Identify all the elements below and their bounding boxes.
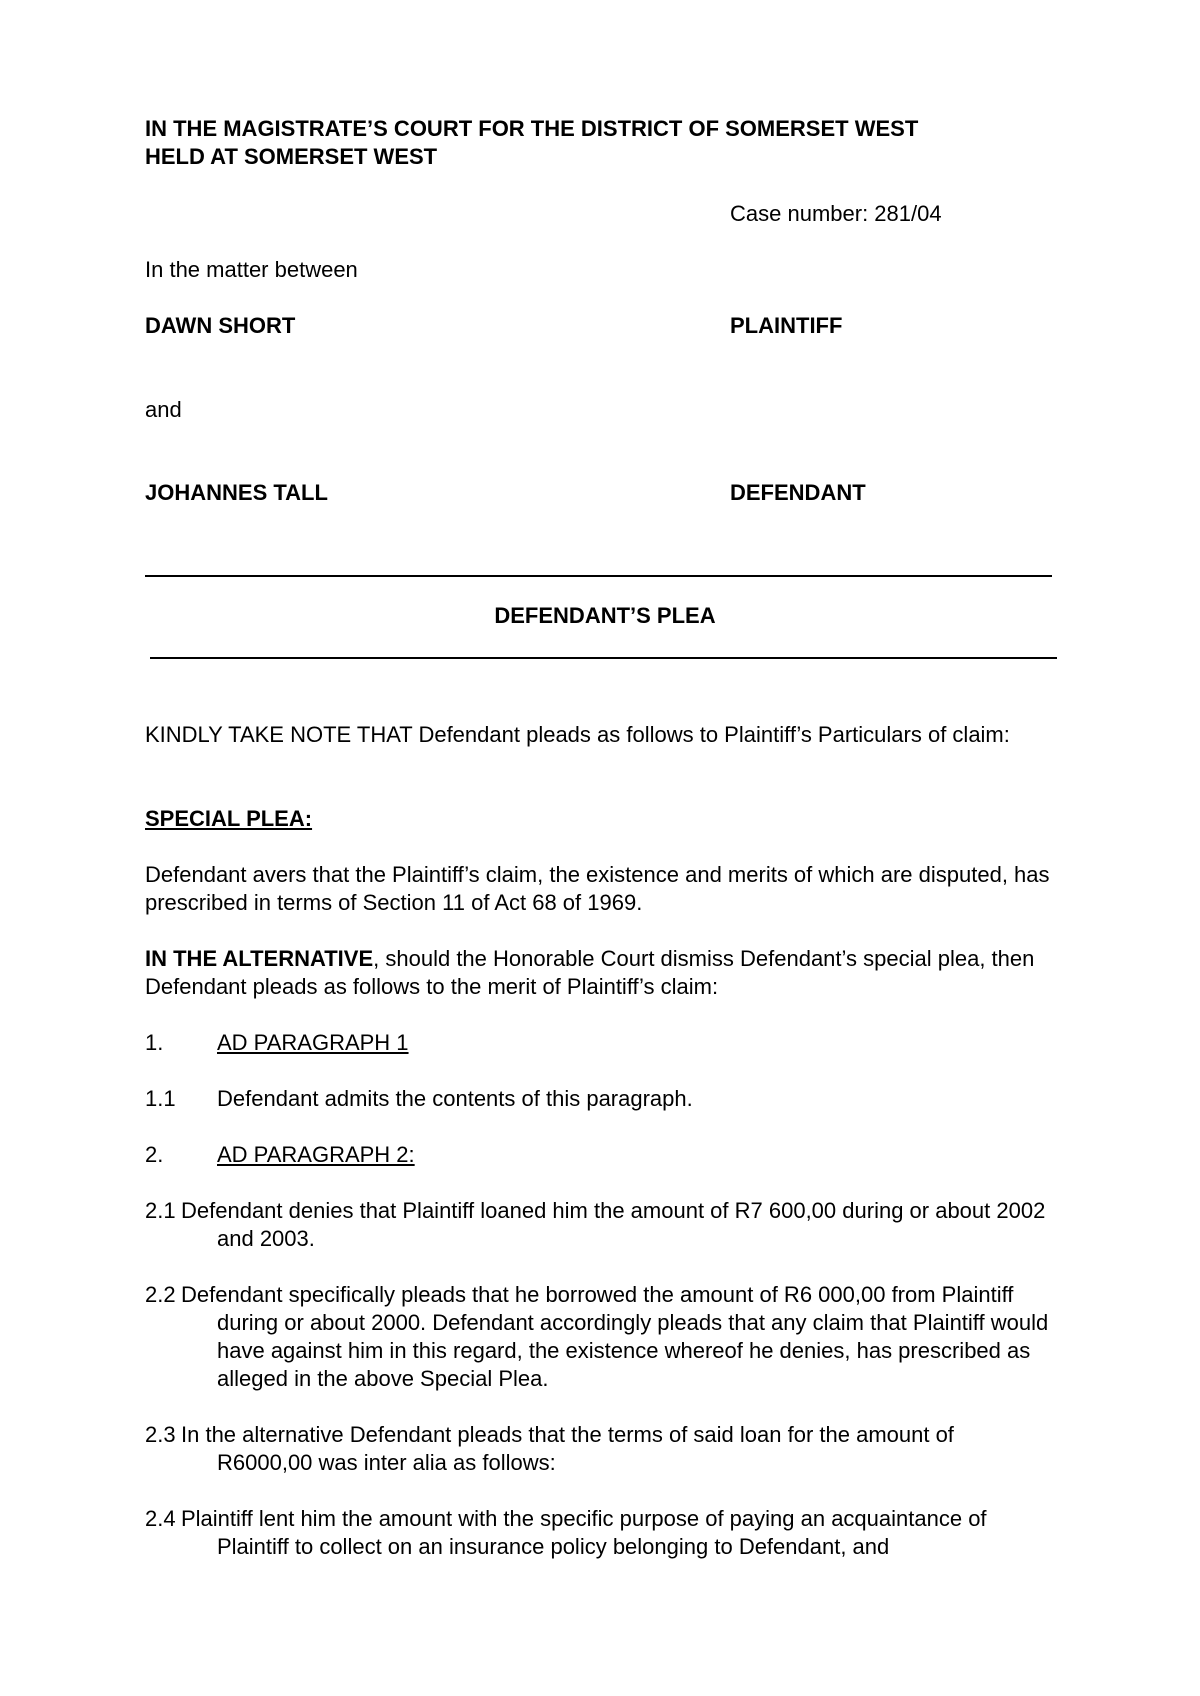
alternative-paragraph: [145, 945, 1055, 1001]
and-connector: and: [145, 397, 182, 422]
paragraph-2-heading: AD PARAGRAPH 2:: [217, 1142, 415, 1167]
case-number: Case number: 281/04: [730, 201, 942, 226]
paragraph-2-1-text: Defendant denies that Plaintiff loaned him the amount of R7 600,00 during or about 2002 and 2003.: [181, 1198, 1046, 1251]
paragraph-1-1-text: Defendant admits the contents of this paragraph.: [217, 1086, 693, 1111]
court-heading-line-2: HELD AT SOMERSET WEST: [145, 144, 438, 169]
plaintiff-role: PLAINTIFF: [730, 313, 843, 338]
paragraph-2-4: [145, 1505, 1055, 1561]
plaintiff-name: DAWN SHORT: [145, 313, 296, 338]
paragraph-2-number: 2.: [145, 1142, 164, 1167]
document-title: DEFENDANT’S PLEA: [494, 603, 716, 628]
paragraph-2-2-number: 2.2: [145, 1282, 176, 1307]
special-plea-paragraph: Defendant avers that the Plaintiff’s claim, the existence and merits of which are disputed, has prescribed in terms of Section 11 of Act 68 of 1969.: [145, 862, 1050, 915]
bottom-divider: [150, 657, 1057, 659]
intro-paragraph: KINDLY TAKE NOTE THAT Defendant pleads as follows to Plaintiff’s Particulars of claim:: [145, 722, 1010, 747]
paragraph-2-3-text: In the alternative Defendant pleads that the terms of said loan for the amount of R6000,00 was inter alia as follows:: [181, 1422, 954, 1475]
alternative-text: , should the Honorable Court dismiss Defendant’s special plea, then Defendant pleads as follows to the merit of Plaintiff’s claim:: [145, 946, 1035, 999]
defendant-role: DEFENDANT: [730, 480, 866, 505]
court-heading-line-1: IN THE MAGISTRATE’S COURT FOR THE DISTRICT OF SOMERSET WEST: [145, 116, 919, 141]
paragraph-1-number: 1.: [145, 1030, 164, 1055]
matter-between: In the matter between: [145, 257, 358, 282]
paragraph-2-2-text: Defendant specifically pleads that he borrowed the amount of R6 000,00 from Plaintiff during or about 2000. Defendant accordingly pleads that any claim that Plaintiff would have against him in this regard, the existence whereof he denies, has prescribed as alleged in the above Special Plea.: [181, 1282, 1049, 1391]
top-divider: [145, 575, 1052, 577]
special-plea-heading: SPECIAL PLEA:: [145, 806, 313, 831]
paragraph-2-1: [145, 1197, 1055, 1253]
alternative-lead: IN THE ALTERNATIVE: [145, 946, 374, 971]
paragraph-2-1-number: 2.1: [145, 1198, 176, 1223]
paragraph-2-4-number: 2.4: [145, 1506, 176, 1531]
defendant-name: JOHANNES TALL: [145, 480, 328, 505]
paragraph-1-1-number: 1.1: [145, 1086, 176, 1111]
paragraph-2-2: [145, 1281, 1055, 1393]
paragraph-1-heading: AD PARAGRAPH 1: [217, 1030, 409, 1055]
court-heading: [145, 115, 1045, 171]
paragraph-2-3-number: 2.3: [145, 1422, 176, 1447]
paragraph-2-3: [145, 1421, 1055, 1477]
paragraph-2-4-text: Plaintiff lent him the amount with the specific purpose of paying an acquaintance of Plaintiff to collect on an insurance policy belonging to Defendant, and: [181, 1506, 987, 1559]
